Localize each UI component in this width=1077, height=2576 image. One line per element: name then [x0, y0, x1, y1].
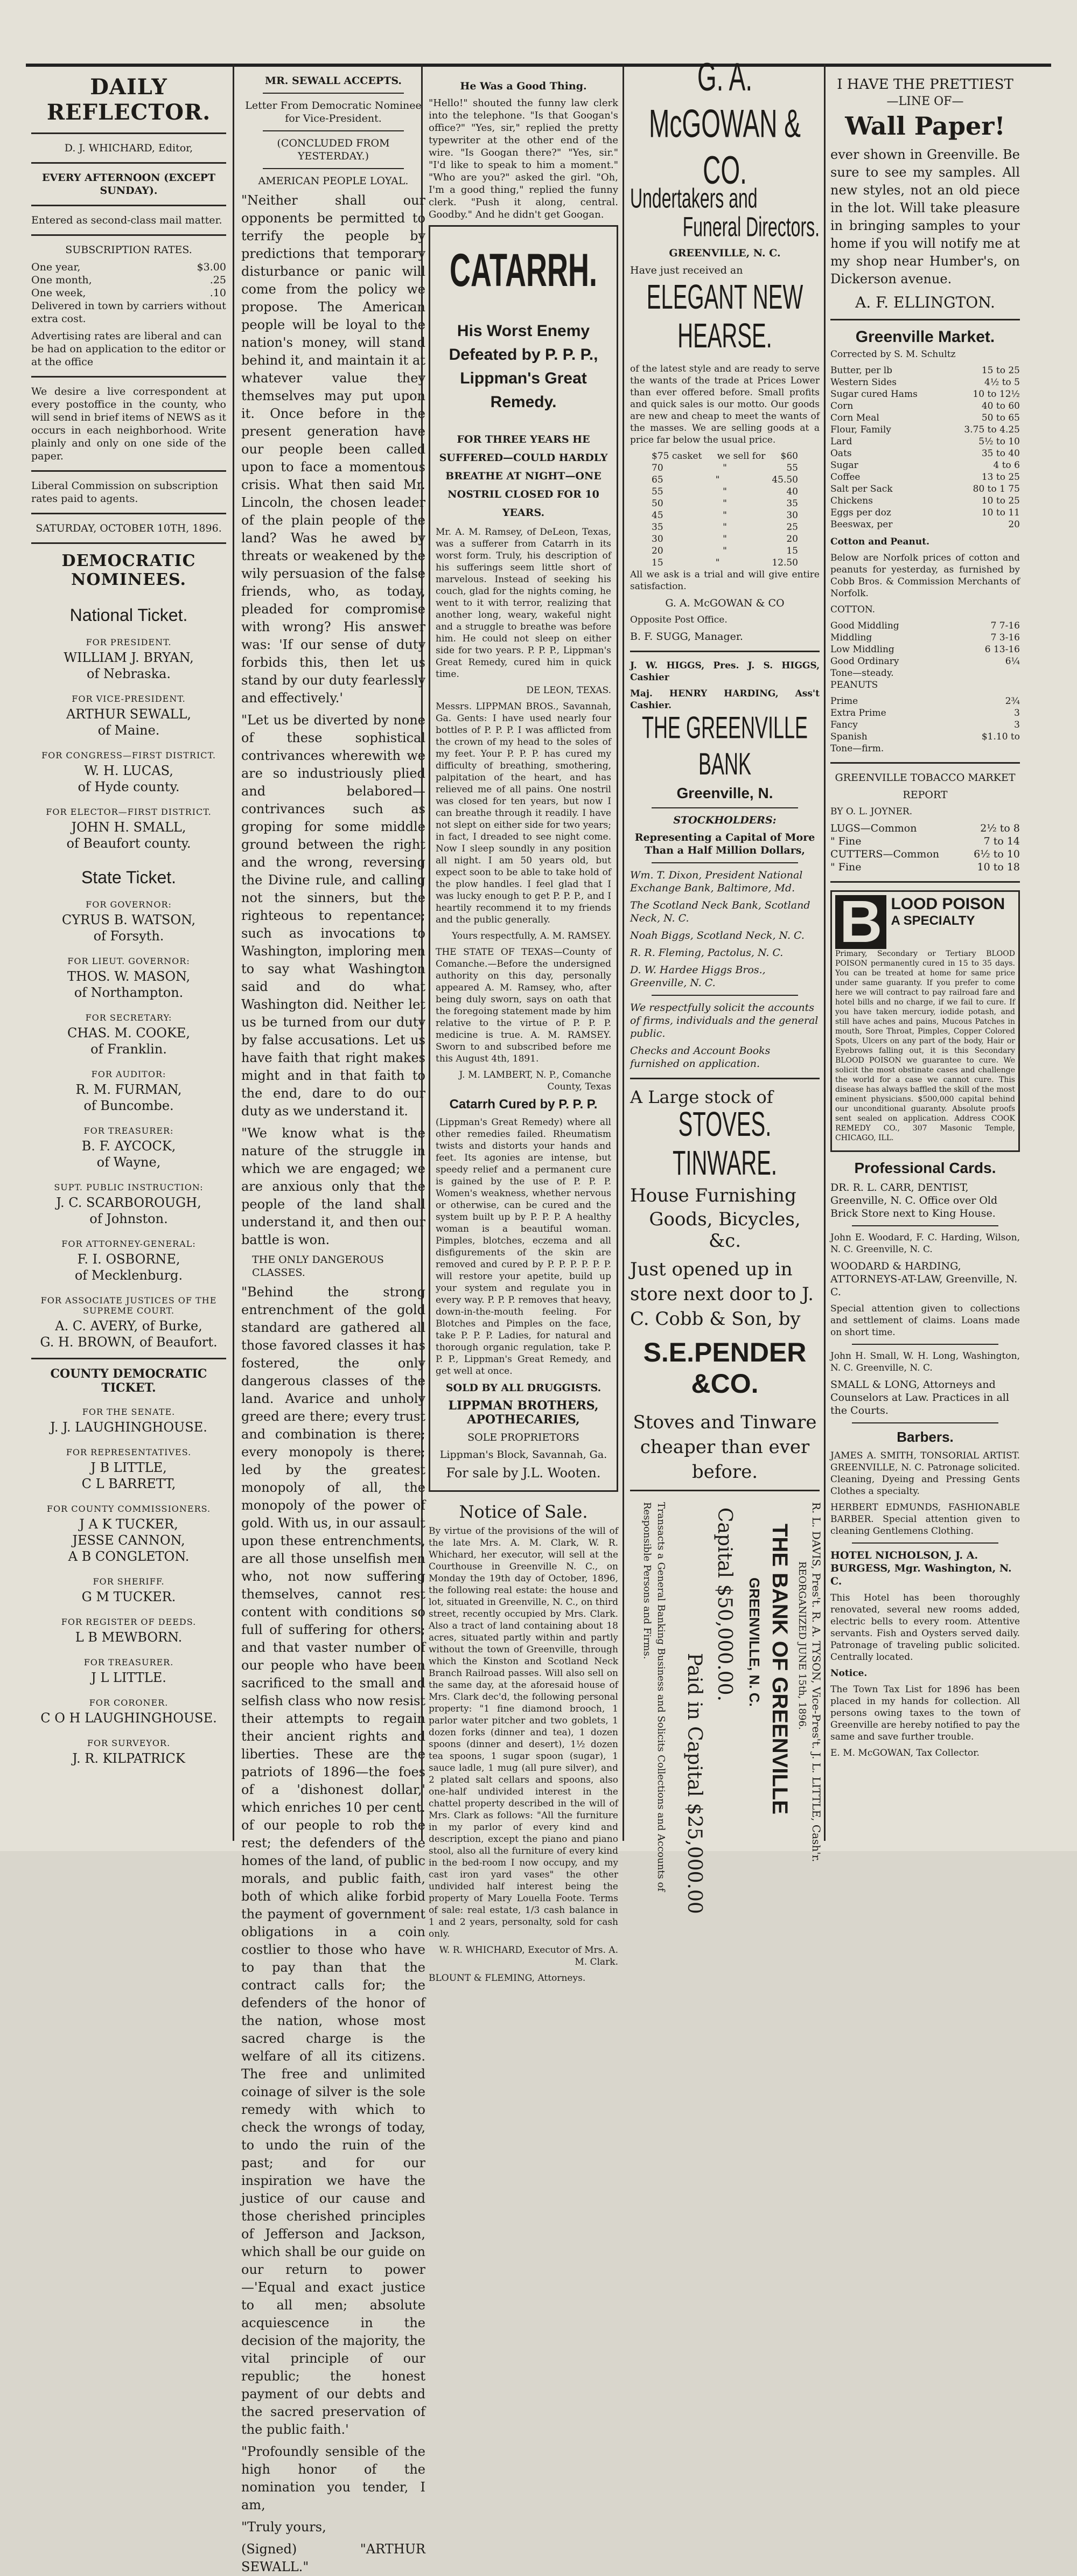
- mcgowan-have: Have just received an: [630, 264, 743, 276]
- cotton-text: Below are Norfolk prices of cotton and peanuts for yesterday, as furnished by Cobb Bros. & Commission Merchants of Norfolk.: [830, 553, 1020, 599]
- county-ticket-head: COUNTY DEMOCRATIC TICKET.: [50, 1367, 207, 1395]
- price-row: 20 " 15: [652, 546, 798, 556]
- rates-list: [31, 261, 226, 299]
- rate-row: One year, $3.00: [31, 261, 226, 273]
- blood-poison-initial: B: [835, 895, 886, 949]
- mcgowan-opp: Opposite Post Office.: [630, 615, 728, 625]
- bank-officers: J. W. HIGGS, Pres. J. S. HIGGS, Cashier: [630, 660, 820, 683]
- joke-text: "Hello!" shouted the funny law clerk into the telephone. "Is that Googan's office?" "Yes, sir," replied the pretty typewriter at the other end of the wire. "Is Googan there?" "Yes, sir." "I'd like to speak to him a moment." "Who are you?" asked the girl. "Oh, I'm a good thing," replied the funny clerk. "Push it along, central. Goodby." And he didn't get Googan.: [429, 97, 618, 220]
- rate-row: One month, .25: [31, 274, 226, 286]
- bank-name: THE GREENVILLE BANK: [641, 709, 808, 781]
- catarrh-p3: THE STATE OF TEXAS—County of Comanche.—Before the undersigned authority on this day, personally appeared A. M. Ramsey, who, after being duly sworn, says on oath that the foregoing statement made by him relative to the virtue of P. P. P. medicine is true. A. M. RAMSEY. Sworn to and subscribed before me this August 4th, 1891.: [436, 947, 611, 1064]
- sewall-closing: "Truly yours,: [241, 2519, 326, 2535]
- catarrh-maker: LIPPMAN BROTHERS, APOTHECARIES,: [448, 1399, 599, 1427]
- bank-checks: Checks and Account Books furnished on application.: [630, 1045, 771, 1070]
- sewall-signed: (Signed) "ARTHUR SEWALL.": [241, 2542, 425, 2574]
- sewall-head: MR. SEWALL ACCEPTS.: [264, 75, 402, 87]
- wallpaper-l1: I HAVE THE PRETTIEST: [837, 76, 1013, 93]
- price-row: 45 " 30: [652, 510, 798, 521]
- column-2: [236, 70, 431, 2574]
- stockholder: D. W. Hardee Higgs Bros., Greenville, N. C.: [630, 964, 766, 989]
- dangerous-head: THE ONLY DANGEROUS CLASSES.: [252, 1254, 384, 1279]
- mcgowan-trade2: Funeral Directors.: [682, 211, 820, 242]
- mcgowan-mgr: B. F. SUGG, Manager.: [630, 631, 743, 643]
- market-row: Butter, per lb 15 to 25: [830, 365, 1020, 376]
- wallpaper-sig: A. F. ELLINGTON.: [855, 294, 995, 311]
- card-woodard: John E. Woodard, F. C. Harding, Wilson, N. C. Greenville, N. C.: [830, 1232, 1020, 1255]
- catarrh-sig: Yours respectfully, A. M. RAMSEY.: [452, 931, 611, 941]
- catarrh-p4: (Lippman's Great Remedy) where all other remedies failed. Rheumatism twists and distorts your hands and feet. Its agonies are intense, but speedy relief and a permanent cure is gained by the use of P. P. P. Women's weakness, whether nervous or otherwise, can be cured and the system built up by P. P. P. A healthy woman is a beautiful woman. Pimples, blotches, eczema and all disfigurements of the skin are removed and cured by P. P. P. P. P. P. will restore your apetite, build up your system and regulate you in every way. P. P. P. removes that heavy, down-in-the-mouth feeling. For Blotches and Pimples on the face, take P. P. P. Ladies, for natural and thorough organic regulation, take P. P. P., Lippman's Great Remedy, and get well at once.: [436, 1117, 611, 1377]
- notice-head: Notice of Sale.: [459, 1502, 588, 1522]
- national-ticket: FOR PRESIDENT. WILLIAM J. BRYAN, of Nebraska. FOR VICE-PRESIDENT. ARTHUR SEWALL, of Maine. FOR CONGRESS—FIRST DISTRICT. W. H. LUCAS, of Hyde county. FOR ELECTOR—FIRST DISTRICT. JOHN H. SMALL, of Beaufort county.: [41, 637, 216, 851]
- price-row: 50 " 35: [652, 498, 798, 509]
- column-4: [625, 54, 825, 1914]
- wallpaper-l2: —LINE OF—: [886, 95, 964, 108]
- subscription-head: SUBSCRIPTION RATES.: [65, 244, 192, 256]
- state-ticket-head: State Ticket.: [81, 868, 177, 887]
- price-row: $75 casket we sell for $60: [652, 451, 798, 462]
- price-row: 15 " 12.50: [652, 557, 798, 568]
- cotton-row: Low Middling 6 13-16: [830, 644, 1020, 655]
- catarrh-caps: FOR THREE YEARS HE SUFFERED—COULD HARDLY BREATHE AT NIGHT—ONE NOSTRIL CLOSED FOR 10 YEARS.: [439, 434, 608, 519]
- market-row: Coffee 13 to 25: [830, 472, 1020, 483]
- price-row: 35 " 25: [652, 522, 798, 533]
- bank-place: Greenville, N.: [676, 785, 773, 801]
- pender-co: &CO.: [691, 1369, 759, 1399]
- bank-of-greenville-ad: [630, 1490, 823, 1914]
- sewall-sub: Letter From Democratic Nominee for Vice-President.: [245, 100, 422, 124]
- notice-attys: BLOUNT & FLEMING, Attorneys.: [429, 1973, 586, 1984]
- catarrh-sig2: J. M. LAMBERT, N. P., Comanche County, Texas: [459, 1070, 611, 1092]
- wallpaper-text: ever shown in Greenville. Be sure to see my samples. All new styles, not an old piece in the lot. Will take pleasure in bringing samples to your home if you will notify me at my shop near Humber's, on Dickerson avenue.: [830, 147, 1020, 287]
- price-row: 55 " 40: [652, 486, 798, 497]
- bank2-name: THE BANK OF GREENVILLE: [768, 1524, 792, 1815]
- tax-collector: E. M. McGOWAN, Tax Collector.: [830, 1748, 980, 1758]
- market-row: Sugar 4 to 6: [830, 460, 1020, 471]
- pender-tag: Stoves and Tinware cheaper than ever before.: [633, 1412, 817, 1483]
- nominees-title: DEMOCRATIC NOMINEES.: [61, 551, 196, 589]
- issue-date: SATURDAY, OCTOBER 10TH, 1896.: [36, 522, 222, 534]
- mcgowan-ad: [630, 54, 820, 643]
- cotton-row: Middling 7 3-16: [830, 632, 1020, 643]
- bank2-place: GREENVILLE, N. C.: [746, 1577, 763, 1707]
- card-woodard2: WOODARD & HARDING, ATTORNEYS-AT-LAW, Greenville, N. C.: [830, 1260, 1018, 1298]
- market-row: Beeswax, per 20: [830, 519, 1020, 530]
- market-row: Salt per Sack 80 to 1 75: [830, 484, 1020, 494]
- tobacco-row: LUGS—Common 2½ to 8: [830, 822, 1020, 834]
- blood-poison-text: Primary, Secondary or Tertiary BLOOD POISON permanently cured in 15 to 35 days. You can be treated at home for same price under same guaranty. If you prefer to come here we will contract to pay railroad fare and hotel bills and no charge, if we fail to cure. If you have taken mercury, iodide potash, and still have aches and pains, Mucous Patches in mouth, Sore Throat, Pimples, Copper Colored Spots, Ulcers on any part of the body, Hair or Eyebrows falling out, it is this Secondary BLOOD POISON we guarantee to cure. We solicit the most obstinate cases and challenge the world for a case we cannot cure. This disease has always baffled the skill of the most eminent physicians. $500,000 capital behind our unconditional guaranty. Absolute proofs sent sealed on application. Address COOK REMEDY CO., 307 Masonic Temple, CHICAGO, ILL.: [835, 950, 1015, 1142]
- card-smith: JAMES A. SMITH, TONSORIAL ARTIST. GREENVILLE, N. C. Patronage solicited. Cleaning, Dyeing and Pressing Gents Clothes a specialty.: [830, 1450, 1020, 1497]
- sewall-paragraph: "Profoundly sensible of the high honor of the nomination you tender, I am,: [241, 2444, 425, 2512]
- casket-prices: [630, 450, 820, 569]
- tobacco-by: BY O. L. JOYNER.: [830, 806, 913, 817]
- catarrh-prop: SOLE PROPRIETORS: [467, 1432, 579, 1443]
- market-row: Eggs per doz 10 to 11: [830, 507, 1020, 518]
- peanut-label: PEANUTS: [830, 680, 878, 690]
- bank-repr: Representing a Capital of More Than a Half Million Dollars,: [634, 832, 815, 856]
- peanut-row: Extra Prime 3: [830, 708, 1020, 718]
- mcgowan-text: of the latest style and are ready to serve the wants of the trade at Prices Lower than ever offered before. Small profits and quick sales is our motto. Our goods are new and cheap to meet the wants of the masses. We are selling goods at a price far below the usual price.: [630, 364, 820, 445]
- price-row: 70 " 55: [652, 463, 798, 473]
- catarrh-dateline: DE LEON, TEXAS.: [526, 685, 611, 696]
- cotton-row: Good Ordinary 6¼: [830, 656, 1020, 667]
- masthead-title: DAILY REFLECTOR.: [46, 74, 211, 125]
- column-1: [26, 70, 232, 1842]
- stockholder: Noah Biggs, Scotland Neck, N. C.: [630, 930, 805, 941]
- pender-name: S.E.PENDER: [643, 1337, 807, 1367]
- price-row: 30 " 20: [652, 534, 798, 544]
- cotton-row: Good Middling 7 7-16: [830, 620, 1020, 631]
- top-rule: [26, 64, 1051, 67]
- market-row: Lard 5½ to 10: [830, 436, 1020, 447]
- market-row: Oats 35 to 40: [830, 448, 1020, 459]
- bank-solicit: We respectfully solicit the accounts of firms, individuals and the general public.: [630, 1002, 819, 1039]
- sewall-concluded: (CONCLUDED FROM YESTERDAY.): [277, 137, 390, 162]
- card-edmunds: HERBERT EDMUNDS, FASHIONABLE BARBER. Special attention given to cleaning Gentlemens Clothing.: [830, 1502, 1020, 1537]
- pender-house: House Furnishing: [630, 1185, 796, 1206]
- bank-officers2: Maj. HENRY HARDING, Ass't Cashier.: [630, 688, 820, 711]
- state-ticket: FOR GOVERNOR: CYRUS B. WATSON, of Forsyth. FOR LIEUT. GOVERNOR: THOS. W. MASON, of Northampton. FOR SECRETARY: CHAS. M. COOKE, of Franklin. FOR AUDITOR: R. M. FURMAN, of Buncombe. FOR TREASURER: B. F. AYCOCK, of Wayne, SUPT. PUBLIC INSTRUCTION: J. C. SCARBOROUGH, of Johnston. FOR ATTORNEY-GENERAL: F. I. OSBORNE, of Mecklenburg. FOR ASSOCIATE JUSTICES OF THE SUPREME COURT. A. C. AVERY, of Burke, G. H. BROWN, of Beaufort.: [40, 899, 218, 1350]
- blood-poison-title: LOOD POISON: [891, 895, 1005, 913]
- card-hotel: HOTEL NICHOLSON, J. A. BURGESS, Mgr. Washington, N. C.: [830, 1549, 1012, 1587]
- tobacco-row: CUTTERS—Common 6½ to 10: [830, 848, 1020, 860]
- catarrh-p1: Mr. A. M. Ramsey, of DeLeon, Texas, was a sufferer from Catarrh in its worst form. Truly, his description of his sufferings seem little short of marvelous. Instead of seeking his couch, glad for the nights coming, he went to it with terror, realizing that another long, weary, wakeful night and a struggle to breathe was before him. He could not sleep on either side for two years. P. P. P., Lippman's Great Remedy, cured him in quick time.: [436, 527, 611, 680]
- sewall-paragraph: "Let us be diverted by none of these sophistical contrivances wherewith we are so industriously plied and belabored—contrivances such as groping for some middle ground between the right and the wrong, reversing the Divine rule, and calling not the sinners, but the righteous to repentance; such as invocations to Washington, imploring men to say what Washington said and do what Washington did. Neither let us be turned from our duty by false accusations. Let us have faith that right makes might and in that faith to the end, dare to do our duty as we understand it.: [241, 713, 425, 1119]
- sewall-paragraph: "We know what is the nature of the struggle in which we are engaged; we are anxious only that the people of the land shall understand it, and then our battle is won.: [241, 1126, 425, 1247]
- peanut-row: Prime 2¾: [830, 696, 1020, 707]
- bank2-officers: R. L. DAVIS, Pres't. R. A. TYSON, Vice-Pres't. J. L. LITTLE, Cash'r.: [810, 1502, 823, 1862]
- notice-text: By virtue of the provisions of the will of the late Mrs. A. M. Clark, W. R. Whichard, her executor, will sell at the Courthouse in Greenville N. C., on Monday the 19th day of October, 1896, the following real estate: the house and lot, situated in Greenville, N. C., on third street, recently occupied by Mrs. Clark. Also a tract of land containing about 18 acres, situated partly within and partly without the town of Greenville, through which the Kinston and Scotland Neck Branch Railroad passes. Will also sell on the same day, at the aforesaid house of Mrs. Clark dec'd, the following personal property: "1 fine diamond brooch, 1 parlor water pitcher and two goblets, 1 dozen forks (dinner and tea), 1 dozen spoons (dinner and desert), 1½ dozen tea spoons, 1 sugar spoon (sugar), 1 sauce ladle, 1 mug (all pure silver), and 2 plated salt cellars and spoons, also one-half undivided interest in the chattel property described in the will of Mrs. Clark as follows: "All the furniture in my parlor of every kind and description, except the piano and piano stool, also all the furniture of every kind in the bed-room I now occupy, and my cast iron yard vases" the other undivided half interest being the property of Mary Louella Foote. Terms of sale: real estate, 1/3 cash balance in 1 and 2 years, personalty, sold for cash only.: [429, 1526, 618, 1939]
- blood-poison-spec: A SPECIALTY: [891, 913, 975, 928]
- bank2-transacts: Transacts a General Banking Business and Solicits Collections and Accounts of Responsible Persons and Firms.: [641, 1502, 667, 1891]
- barbers-title: Barbers.: [897, 1429, 954, 1445]
- loyal-head: AMERICAN PEOPLE LOYAL.: [258, 175, 409, 187]
- notice-sig: W. R. WHICHARD, Executor of Mrs. A. M. Clark.: [439, 1945, 618, 1967]
- bank-stock: STOCKHOLDERS:: [673, 814, 777, 826]
- market-row: Corn 40 to 60: [830, 401, 1020, 411]
- mcgowan-guarantee: All we ask is a trial and will give entire satisfaction.: [630, 569, 820, 592]
- pender-ad: [630, 1087, 820, 1484]
- market-row: Flour, Family 3.75 to 4.25: [830, 424, 1020, 435]
- rate-row: One week, .10: [31, 287, 226, 299]
- tobacco-table: [830, 822, 1020, 874]
- wallpaper-l3: Wall Paper!: [845, 111, 1005, 141]
- catarrh-sub: His Worst Enemy Defeated by P. P. P., Lippman's Great Remedy.: [449, 322, 598, 411]
- catarrh-block: Lippman's Block, Savannah, Ga.: [439, 1449, 607, 1461]
- stockholder: Wm. T. Dixon, President National Exchange Bank, Baltimore, Md.: [630, 869, 803, 894]
- mcgowan-hearse: ELEGANT NEW HEARSE.: [646, 278, 803, 355]
- market-table: [830, 365, 1020, 530]
- bank2-paid: Paid in Capital $25,000.00: [683, 1653, 705, 1914]
- tobacco-row: " Fine 10 to 18: [830, 861, 1020, 873]
- mcgowan-sig: G. A. McGOWAN & CO: [665, 597, 785, 609]
- peanut-table: [830, 695, 1020, 755]
- advertising-note: Advertising rates are liberal and can be had on application to the editor or at the office: [31, 330, 226, 368]
- peanut-row: Tone—firm.: [830, 743, 884, 754]
- catarrh-p2: Messrs. LIPPMAN BROS., Savannah, Ga. Gents: I have used nearly four bottles of P. P. P. I was afflicted from the crown of my head to the soles of my feet. Your P. P. P. has cured my difficulty of breathing, smothering, palpitation of the heart, and has relieved me of all pains. One nostril was closed for ten years, but now I can breathe through it readily. I have not slept on either side for two years; in fact, I dreaded to see night come. Now I sleep soundly in any position all night. I am 50 years old, but expect soon to be able to take hold of the plow handles. I feel glad that I was lucky enough to get P. P. P., and I heartily recommend it to my friends and the public generally.: [436, 701, 611, 925]
- catarrh-ad: [429, 225, 618, 1492]
- market-row: Sugar cured Hams 10 to 12½: [830, 389, 1020, 400]
- correspondent-note: We desire a live correspondent at every postoffice in the county, who will send in brief items of NEWS as it occurs in each neighborhood. Write plainly and only on one side of the paper.: [31, 386, 226, 462]
- schedule-line: EVERY AFTERNOON (EXCEPT SUNDAY).: [41, 172, 216, 197]
- tax-notice: The Town Tax List for 1896 has been placed in my hands for collection. All persons owing taxes to the town of Greenville are hereby notified to pay the same and save further trouble.: [830, 1684, 1020, 1742]
- blood-poison-ad: [830, 890, 1020, 1152]
- commission-note: Liberal Commission on subscription rates paid to agents.: [31, 480, 218, 505]
- cotton-head: Cotton and Peanut.: [830, 536, 930, 547]
- bank2-reorg: REORGANIZED JUNE 15th, 1896.: [796, 1561, 808, 1730]
- stockholder: R. R. Fleming, Pactolus, N. C.: [630, 947, 784, 959]
- column-rule: [233, 64, 234, 1841]
- column-3: [423, 70, 624, 1984]
- catarrh-sold: SOLD BY ALL DRUGGISTS.: [445, 1382, 602, 1394]
- catarrh-title: CATARRH.: [450, 245, 597, 296]
- pender-opened: Just opened up in store next door to J. C. Cobb & Son, by: [630, 1259, 814, 1330]
- card-woodard3: Special attention given to collections and settlement of claims. Loans made on short time.: [830, 1303, 1020, 1338]
- peanut-row: Fancy 3: [830, 720, 1020, 730]
- notice-title: Notice.: [830, 1668, 868, 1679]
- greenville-bank-ad: [630, 660, 820, 1070]
- price-row: 65 " 45.50: [652, 474, 798, 485]
- county-ticket: FOR THE SENATE. J. J. LAUGHINGHOUSE. FOR REPRESENTATIVES. J B LITTLE, C L BARRETT, FOR COUNTY COMMISSIONERS. J A K TUCKER, JESSE CANNON, A B CONGLETON. FOR SHERIFF. G M TUCKER. FOR REGISTER OF DEEDS. L B MEWBORN. FOR TREASURER. J L LITTLE. FOR CORONER. C O H LAUGHINGHOUSE. FOR SURVEYOR. J. R. KILPATRICK: [40, 1407, 217, 1766]
- mcgowan-trade1: Undertakers and: [630, 182, 758, 214]
- bank2-capital: Capital $50,000.00.: [714, 1507, 736, 1702]
- national-ticket-head: National Ticket.: [69, 605, 188, 625]
- cotton-table: [830, 620, 1020, 679]
- market-by: Corrected by S. M. Schultz: [830, 349, 956, 360]
- market-row: Chickens 10 to 25: [830, 495, 1020, 506]
- column-5: [825, 70, 1025, 1842]
- market-title: Greenville Market.: [855, 328, 995, 346]
- pender-large: A Large stock of: [630, 1087, 773, 1107]
- peanut-row: Spanish $1.10 to: [830, 731, 1020, 742]
- entered-line: Entered as second-class mail matter.: [31, 214, 222, 226]
- mcgowan-name: G. A. McGOWAN & CO.: [649, 54, 801, 192]
- sewall-paragraph: "Neither shall our opponents be permitted to terrify the people by predictions that temporary disturbance or panic will come from the policy we propose. The American people will be loyal to the nation's money, will stand behind it, and maintain it at whatever value they themselves may put upon it. Once before in the present generation have our people been called upon to face a momentous crisis. What then said Mr. Lincoln, the chosen leader of the plain people of the land? Was he awed by threats or weakened by the wily persuasion of the false friends, who, as today, pleaded for compromise with wrong? His answer was: 'If our sense of duty forbids this, then let us stand by our duty fearlessly and effectively.': [241, 193, 425, 706]
- cards-title: Professional Cards.: [854, 1160, 996, 1176]
- tobacco-report: REPORT: [903, 789, 948, 801]
- card-hotel2: This Hotel has been thoroughly renovated, several new rooms added, electric bells to every room. Attentive servants. Fish and Oysters served daily. Patronage of traveling public solicited. Centrally located.: [830, 1593, 1020, 1663]
- cotton-row: Tone—steady.: [830, 668, 894, 679]
- pender-goods: Goods, Bicycles, &c.: [649, 1209, 801, 1252]
- card-small2: SMALL & LONG, Attorneys and Counselors at Law. Practices in all the Courts.: [830, 1379, 1009, 1416]
- market-row: Western Sides 4½ to 5: [830, 377, 1020, 388]
- joke-head: He Was a Good Thing.: [460, 80, 587, 92]
- cotton-label: COTTON.: [830, 604, 876, 615]
- stockholder: The Scotland Neck Bank, Scotland Neck, N. C.: [630, 899, 810, 924]
- catarrh-cured: Catarrh Cured by P. P. P.: [449, 1097, 598, 1112]
- pender-stoves: STOVES. TINWARE.: [672, 1106, 778, 1183]
- card-carr: DR. R. L. CARR, DENTIST, Greenville, N. C. Office over Old Brick Store next to King House.: [830, 1182, 998, 1219]
- delivery-note: Delivered in town by carriers without extra cost.: [31, 300, 226, 325]
- mcgowan-place: GREENVILLE, N. C.: [669, 247, 781, 259]
- tobacco-title: GREENVILLE TOBACCO MARKET: [835, 772, 1016, 784]
- market-row: Corn Meal 50 to 65: [830, 413, 1020, 423]
- tobacco-row: " Fine 7 to 14: [830, 835, 1020, 847]
- sewall-paragraph: "Behind the strong entrenchment of the gold standard are gathered all those favored classes it has fostered, the only dangerous classes of the land. Avarice and unholy greed are there; every trust and combination is there; every monopoly is there; led by the greatest monopoly of all, the monopoly of the power of gold. With us, in our assault upon these entrenchments, are all those unselfish men who, not now suffering themselves, cannot rest content with conditions so full of suffering for others; and that vaster number of our people who have been sacrificed to the small and selfish class who now resist their attempts to regain their ancient rights and liberties. These are the patriots of 1896—the foes of a 'dishonest dollar,' which enriches 10 per cent. of our people to rob the rest; the defenders of the homes of the land, of public morals, and public faith, both of which alike forbid the payment of government obligations in a coin costlier to those who have to pay than that the contract calls for; the defenders of the honor of the nation, whose most sacred charge is the welfare of all its citizens. The free and unlimited coinage of silver is the sole remedy with which to check the wrongs of today, to undo the ruin of the past; and for our inspiration we have the justice of our cause and those cherished principles of Jefferson and Jackson, which shall be our guide on our return to power—'Equal and exact justice to all men; absolute acquiescence in the decision of the majority, the vital principle of our republic; the honest payment of our debts and the sacred preservation of the public faith.': [241, 1284, 425, 2437]
- card-small: John H. Small, W. H. Long, Washington, N. C. Greenville, N. C.: [830, 1351, 1020, 1373]
- catarrh-sale: For sale by J.L. Wooten.: [446, 1465, 601, 1481]
- editor-line: D. J. WHICHARD, Editor,: [64, 142, 193, 154]
